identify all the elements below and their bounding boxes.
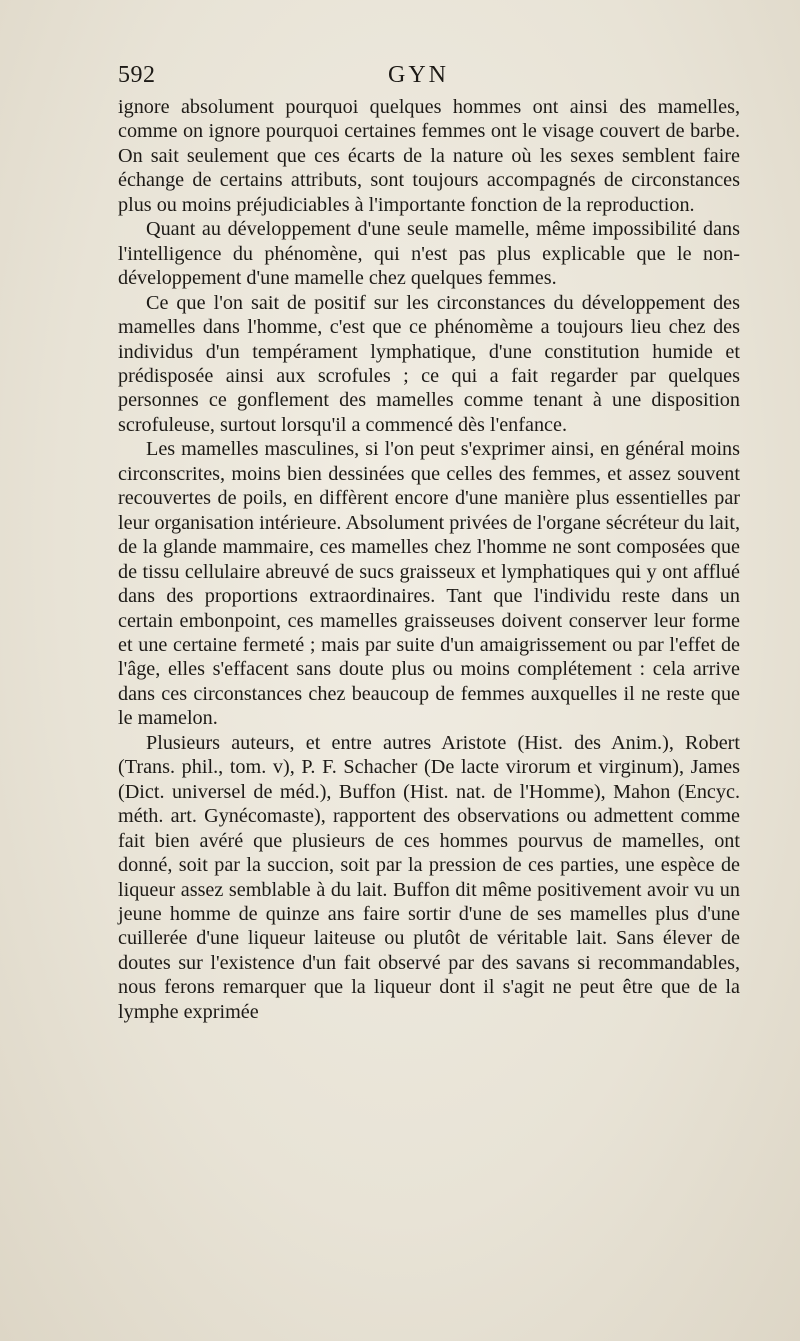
page-number: 592 <box>118 62 156 88</box>
page-header <box>118 62 740 94</box>
paragraph-development-circumstances: Ce que l'on sait de positif sur les circonstances du développement des mamelles dans l'homme, c'est que ce phénomème a toujours lieu chez des individus d'un tempérament lymphatique, d'une constitution humide et prédisposée ainsi aux scrofules ; ce qui a fait regarder par quelques personnes ce gonflement des mamelles comme tenant à une disposition scrofuleuse, surtout lorsqu'il a commencé dès l'enfance. <box>118 291 740 436</box>
paragraph-masculine-mamelles: Les mamelles masculines, si l'on peut s'exprimer ainsi, en général moins circonscrites, moins bien dessinées que celles des femmes, et assez souvent recouvertes de poils, en diffèrent encore d'une manière plus essentielles par leur organisation intérieure. Absolument privées de l'organe sécréteur du lait, de la glande mammaire, ces mamelles chez l'homme ne sont composées que de tissu cellulaire abreuvé de sucs graisseux et lymphatiques qui y ont afflué dans des proportions extraordinaires. Tant que l'individu reste dans un certain embonpoint, ces mamelles graisseuses doivent conserver leur forme et une certaine fermeté ; mais par suite d'un amaigrissement ou par l'effet de l'âge, elles s'effacent sans doute plus ou moins complétement : cela arrive dans ces circonstances chez beaucoup de femmes auxquelles il ne reste que le mamelon. <box>118 438 740 730</box>
paragraph-single-mamelle: Quant au développement d'une seule mamelle, même impossibilité dans l'intelligence du phénomène, qui n'est pas plus explicable que le non-développement d'une mamelle chez quelques femmes. <box>118 218 740 290</box>
paragraph-authors-observations: Plusieurs auteurs, et entre autres Aristote (Hist. des Anim.), Robert (Trans. phil., tom. v), P. F. Schacher (De lacte virorum et virginum), James (Dict. universel de méd.), Buffon (Hist. nat. de l'Homme), Mahon (Encyc. méth. art. Gynécomaste), rapportent des observations ou admettent comme fait bien avéré que plusieurs de ces hommes pourvus de mamelles, ont donné, soit par la succion, soit par la pression de ces parties, une espèce de liqueur assez semblable à du lait. Buffon dit même positivement avoir vu un jeune homme de quinze ans faire sortir d'une de ses mamelles plus d'une cuillerée d'une liqueur laiteuse ou plutôt de véritable lait. Sans élever de doutes sur l'existence d'un fait observé par des savans si recommandables, nous ferons remarquer que la liqueur dont il s'agit ne peut être que de la lymphe exprimée <box>118 731 740 1023</box>
paragraph-continuation: ignore absolument pourquoi quelques hommes ont ainsi des mamelles, comme on ignore pourquoi certaines femmes ont le visage couvert de barbe. On sait seulement que ces écarts de la nature où les sexes semblent faire échange de certains attributs, sont toujours accompagnés de circonstances plus ou moins préjudiciables à l'importante fonction de la reproduction. <box>118 96 740 216</box>
body-text <box>118 95 740 1024</box>
running-head: GYN <box>388 62 449 88</box>
